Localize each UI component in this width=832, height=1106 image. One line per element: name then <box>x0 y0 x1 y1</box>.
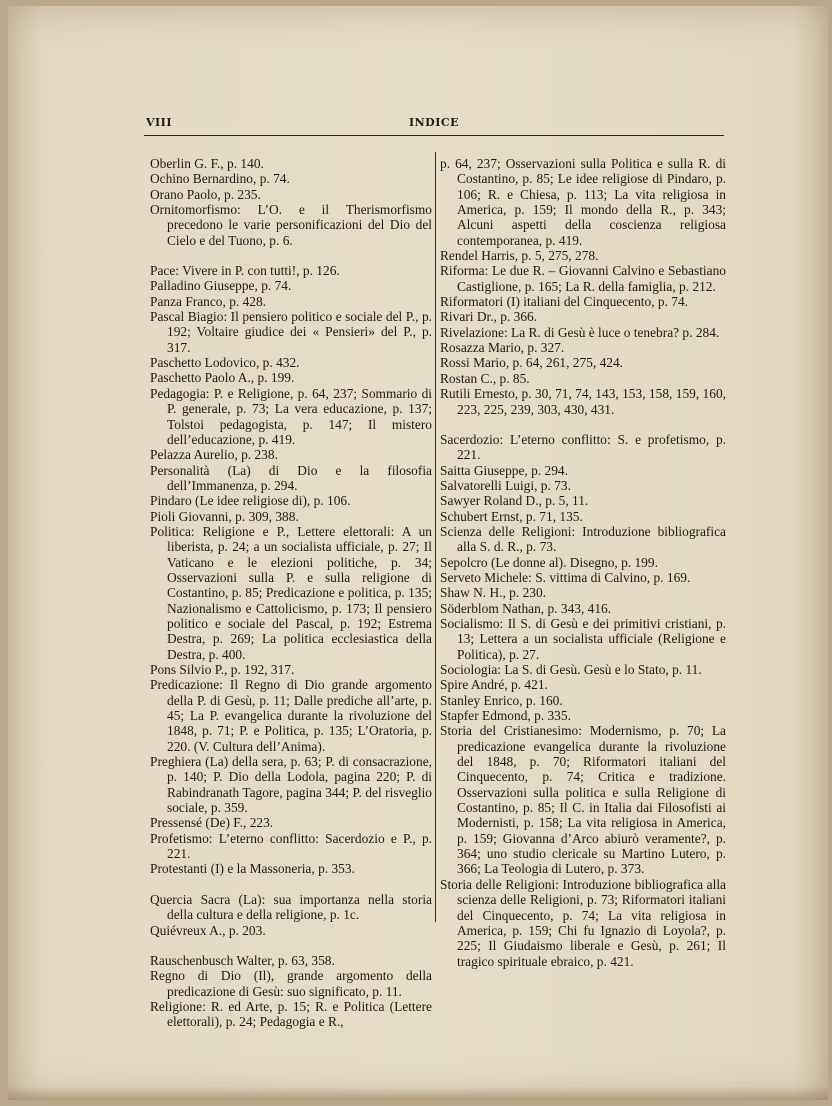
index-entry: Sacerdozio: L’eterno conflitto: S. e profetismo, p. 221. <box>440 431 726 463</box>
index-entry: Pindaro (Le idee religiose di), p. 106. <box>150 493 351 509</box>
index-entry: Quercia Sacra (La): sua importanza nella storia della cultura e della religione, p. 1c. <box>150 891 432 923</box>
index-entry: p. 64, 237; Osservazioni sulla Politica e sulla R. di Costantino, p. 85; Le idee religiose di Pindaro, p. 106; R. e Chiesa, p. 113; La vita religiosa in America, p. 159; Il mondo della R., p. 343; Alcuni aspetti della coscienza religiosa contemporanea, p. 419. <box>440 156 726 248</box>
index-entry: Schubert Ernst, p. 71, 135. <box>440 508 583 524</box>
index-entry: Shaw N. H., p. 230. <box>440 585 547 601</box>
column-divider <box>435 152 436 922</box>
index-entry: Storia del Cristianesimo: Modernismo, p. 70; La predicazione evangelica durante la rivoluzione del 1848, p. 70; Riformatori italiani del Cinquecento, p. 74; Critica e tradizione. Osservazioni sulla politica e sulla Religione di Costantino, p. 85; Il C. in Italia dai Filosofisti ai Modernisti, p. 158; La vita religiosa in America, p. 159; Giovanna d’Arco abiurò veramente?, p. 364; uno studio clericale su Martino Lutero, p. 366; La Teologia di Lutero, p. 373. <box>440 723 726 877</box>
index-entry: Spire André, p. 421. <box>440 677 548 693</box>
index-entry: Oberlin G. F., p. 140. <box>150 156 264 171</box>
index-entry: Regno di Dio (Il), grande argomento della predicazione di Gesù: suo significato, p. 11. <box>150 968 432 999</box>
page-number: VIII <box>146 116 172 129</box>
index-entry: Rivelazione: La R. di Gesù è luce o tenebra? p. 284. <box>440 324 720 340</box>
index-entry: Sawyer Roland D., p. 5, 11. <box>440 493 589 509</box>
index-entry: Rutili Ernesto, p. 30, 71, 74, 143, 153, 158, 159, 160, 223, 225, 239, 303, 430, 431. <box>440 386 726 417</box>
index-entry: Paschetto Lodovico, p. 432. <box>150 355 300 371</box>
index-entry: Riforma: Le due R. – Giovanni Calvino e Sebastiano Castiglione, p. 165; La R. della famiglia, p. 212. <box>440 263 726 294</box>
index-entry: Ornitomorfismo: L’O. e il Therismorfismo precedono le varie personificazioni del Dio del Cielo e del Tuono, p. 6. <box>150 202 432 248</box>
index-entry: Politica: Religione e P., Lettere elettorali: A un liberista, p. 24; a un socialista ufficiale, p. 27; Il Vaticano e le elezioni politiche, p. 34; Osservazioni sulla P. e sulla religione di Costantino, p. 85; Predicazione e politica, p. 135; Nazionalismo e Cattolicismo, p. 173; Il pensiero politico e sociale del Pascal, p. 192; Estrema Destra, p. 269; La politica ecclesiastica della Destra, p. 400. <box>150 523 432 662</box>
index-entry: Pace: Vivere in P. con tutti!, p. 126. <box>150 263 340 279</box>
index-entry: Panza Franco, p. 428. <box>150 293 267 309</box>
index-entry: Stanley Enrico, p. 160. <box>440 692 563 708</box>
index-entry: Quiévreux A., p. 203. <box>150 922 266 938</box>
index-column-left <box>150 156 432 1030</box>
index-entry: Religione: R. ed Arte, p. 15; R. e Politica (Lettere elettorali), p. 24; Pedagogia e R., <box>150 998 432 1030</box>
index-entry: Rossi Mario, p. 64, 261, 275, 424. <box>440 355 624 371</box>
index-entry: Salvatorelli Luigi, p. 73. <box>440 477 571 493</box>
index-entry: Serveto Michele: S. vittima di Calvino, p. 169. <box>440 569 691 585</box>
index-entry: Orano Paolo, p. 235. <box>150 186 261 202</box>
page-edge-shadow <box>8 1086 828 1100</box>
section-gap <box>150 938 432 953</box>
index-entry: Profetismo: L’eterno conflitto: Sacerdozio e P., p. 221. <box>150 830 432 862</box>
index-entry: Personalità (La) di Dio e la filosofia dell’Immanenza, p. 294. <box>150 462 432 493</box>
index-entry: Preghiera (La) della sera, p. 63; P. di consacrazione, p. 140; P. Dio della Lodola, pagina 220; P. di Rabindranath Tagore, pagina 344; P. del risveglio sociale, p. 359. <box>150 754 432 816</box>
index-entry: Pressensé (De) F., 223. <box>150 815 274 831</box>
index-entry: Pedagogia: P. e Religione, p. 64, 237; Sommario di P. generale, p. 73; La vera educazione, p. 137; Tolstoi pedagogista, p. 147; Il mistero dell’educazione, p. 419. <box>150 385 432 447</box>
header-rule <box>144 135 724 136</box>
section-gap <box>150 877 432 892</box>
index-entry: Pelazza Aurelio, p. 238. <box>150 447 278 463</box>
index-entry: Paschetto Paolo A., p. 199. <box>150 370 295 386</box>
index-entry: Saitta Giuseppe, p. 294. <box>440 462 568 478</box>
index-entry: Sepolcro (Le donne al). Disegno, p. 199. <box>440 554 658 570</box>
index-entry: Sociologia: La S. di Gesù. Gesù e lo Stato, p. 11. <box>440 662 702 677</box>
index-entry: Rendel Harris, p. 5, 275, 278. <box>440 248 599 264</box>
index-entry: Rauschenbusch Walter, p. 63, 358. <box>150 952 335 968</box>
page-title: INDICE <box>408 116 460 129</box>
index-entry: Söderblom Nathan, p. 343, 416. <box>440 600 612 616</box>
section-gap <box>440 417 726 432</box>
running-head <box>146 116 722 134</box>
index-column-right <box>440 156 726 969</box>
index-entry: Scienza delle Religioni: Introduzione bibliografica alla S. d. R., p. 73. <box>440 523 726 555</box>
index-entry: Pons Silvio P., p. 192, 317. <box>150 662 295 677</box>
index-entry: Rivari Dr., p. 366. <box>440 309 538 325</box>
index-entry: Rosazza Mario, p. 327. <box>440 340 565 356</box>
index-entry: Rostan C., p. 85. <box>440 370 530 386</box>
index-entry: Protestanti (I) e la Massoneria, p. 353. <box>150 861 355 877</box>
index-entry: Riformatori (I) italiani del Cinquecento, p. 74. <box>440 294 689 310</box>
index-entry: Pioli Giovanni, p. 309, 388. <box>150 508 299 524</box>
index-entry: Pascal Biagio: Il pensiero politico e sociale del P., p. 192; Voltaire giudice dei « Pensieri» del P., p. 317. <box>150 309 432 355</box>
index-entry: Storia delle Religioni: Introduzione bibliografica alla scienza delle Religioni, p. 73; Riformatori italiani del Cinquecento, p. 74; La vita religiosa in America, p. 159; Chi fu Ignazio di Loyola?, p. 225; Il Giudaismo liberale e Gesù, p. 261; Il tragico spirituale ebraico, p. 421. <box>440 876 726 969</box>
index-entry: Predicazione: Il Regno di Dio grande argomento della P. di Gesù, p. 11; Dalle prediche all’arte, p. 45; La P. evangelica durante la rivoluzione del 1848, p. 71; P. e Politica, p. 135; L’Oratoria, p. 220. (V. Cultura dell’Anima). <box>150 677 432 754</box>
index-entry: Socialismo: Il S. di Gesù e dei primitivi cristiani, p. 13; Lettera a un socialista ufficiale (Religione e Politica), p. 27. <box>440 615 726 662</box>
index-entry: Ochino Bernardino, p. 74. <box>150 171 290 187</box>
section-gap <box>150 248 432 263</box>
index-entry: Stapfer Edmond, p. 335. <box>440 708 571 724</box>
index-entry: Palladino Giuseppe, p. 74. <box>150 278 292 294</box>
